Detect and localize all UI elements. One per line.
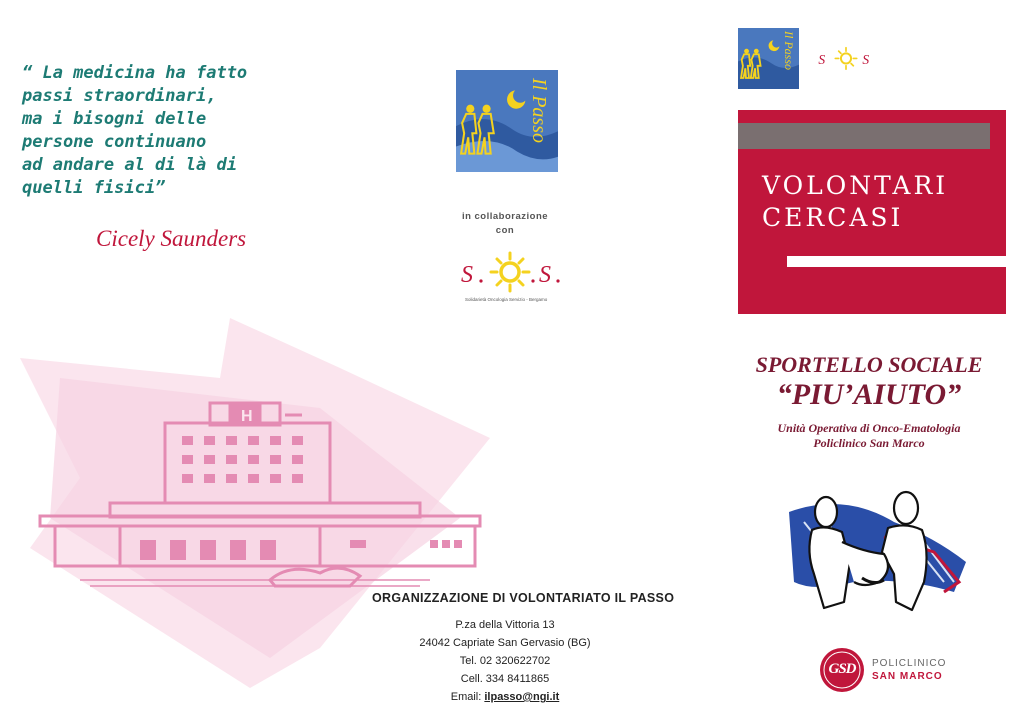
svg-text:S: S — [862, 52, 870, 68]
quote-block — [22, 62, 322, 200]
il-passo-logo — [456, 70, 558, 172]
sos-logo-graphic — [455, 250, 565, 296]
svg-text:H: H — [241, 408, 253, 425]
il-passo-logo-text-wrap — [528, 78, 550, 166]
sportello-label: SPORTELLO SOCIALE — [755, 352, 983, 377]
quote-author: Cicely Saunders — [96, 226, 247, 251]
policlinico-logo-letters: GSD — [828, 661, 856, 677]
unit-line: Policlinico San Marco — [813, 436, 925, 450]
quote-line: passi straordinari, — [22, 86, 217, 106]
policlinico-name — [872, 657, 946, 683]
il-passo-small-text-wrap — [782, 31, 796, 87]
collaboration-label — [440, 210, 570, 238]
organization-name: ORGANIZZAZIONE DI VOLONTARIATO IL PASSO — [372, 591, 675, 605]
il-passo-logo-small — [738, 28, 799, 89]
email-label: Email: — [450, 691, 482, 703]
quote-line: “ La medicina ha fatto — [22, 63, 248, 83]
sportello-heading — [730, 352, 1008, 412]
policlinico-line: SAN MARCO — [872, 671, 943, 682]
svg-text:S: S — [461, 262, 473, 288]
banner-title-line: CERCASI — [762, 203, 904, 232]
quote-line: ad andare al di là di — [22, 155, 237, 175]
quote-line: quelli fisici” — [22, 178, 166, 198]
sportello-name: “PIU’AIUTO” — [776, 378, 962, 411]
collaboration-line: in collaborazione — [461, 211, 549, 222]
banner-title-line: VOLONTARI — [762, 171, 949, 200]
il-passo-small-text: Il Passo — [782, 31, 796, 70]
telephone: Tel. 02 320622702 — [459, 655, 551, 667]
email-link[interactable]: ilpasso@ngi.it — [484, 691, 560, 703]
il-passo-logo-text: Il Passo — [528, 78, 550, 143]
policlinico-line: POLICLINICO — [872, 658, 947, 669]
unit-line: Unità Operativa di Onco-Ematologia — [777, 421, 961, 435]
quote-line: persone continuano — [22, 132, 207, 152]
organization-address — [400, 616, 610, 706]
collaboration-line: con — [495, 225, 515, 236]
quote-line: ma i bisogni delle — [22, 109, 207, 129]
address-line: P.za della Vittoria 13 — [455, 619, 555, 631]
unit-info — [740, 421, 998, 451]
banner-grey-stripe — [738, 123, 990, 149]
address-line: 24042 Capriate San Gervasio (BG) — [419, 637, 591, 649]
cellphone: Cell. 334 8411865 — [460, 673, 550, 685]
banner-title — [762, 170, 948, 234]
sos-logo-small — [815, 44, 877, 84]
svg-text:S: S — [539, 262, 551, 288]
sos-subtitle: Solidarietà Oncologia Servizio - Bergamo — [465, 297, 548, 302]
helping-people-illustration — [784, 482, 966, 618]
svg-text:S: S — [818, 52, 826, 68]
banner-white-stripe — [787, 256, 1006, 267]
email-row — [400, 688, 610, 706]
sos-logo — [455, 250, 565, 310]
sos-logo-small-graphic — [815, 44, 877, 74]
